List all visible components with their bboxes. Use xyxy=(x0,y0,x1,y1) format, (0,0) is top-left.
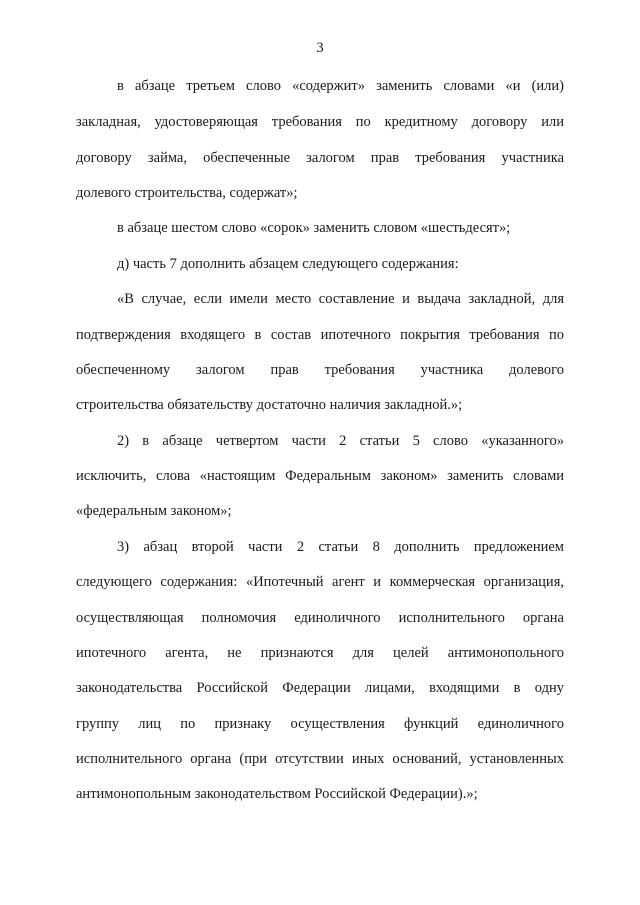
page-number: 3 xyxy=(316,40,324,56)
text-line: следующего содержания: «Ипотечный агент и коммерческая организация, xyxy=(76,574,564,590)
text-line: 2) в абзаце четвертом части 2 статьи 5 слово «указанного» xyxy=(117,433,564,449)
text-line: 3) абзац второй части 2 статьи 8 дополнить предложением xyxy=(117,539,564,555)
text-line: подтверждения входящего в состав ипотечного покрытия требования по xyxy=(76,327,564,343)
text-line: ипотечного агента, не признаются для целей антимонопольного xyxy=(76,645,564,661)
text-line: «В случае, если имели место составление и выдача закладной, для xyxy=(117,291,564,307)
text-line: группу лиц по признаку осуществления функций единоличного xyxy=(76,716,564,732)
text-line: законодательства Российской Федерации лицами, входящими в одну xyxy=(76,680,564,696)
text-line: в абзаце третьем слово «содержит» заменить словами «и (или) xyxy=(117,78,564,94)
text-line: «федеральным законом»; xyxy=(76,503,232,519)
text-line: долевого строительства, содержат»; xyxy=(76,185,298,201)
text-line: исключить, слова «настоящим Федеральным законом» заменить словами xyxy=(76,468,564,484)
text-line: антимонопольным законодательством Российской Федерации).»; xyxy=(76,786,478,802)
text-line: исполнительного органа (при отсутствии иных оснований, установленных xyxy=(76,751,564,767)
text-line: обеспеченному залогом прав требования участника долевого xyxy=(76,362,564,378)
text-line: осуществляющая полномочия единоличного исполнительного органа xyxy=(76,610,564,626)
text-line: в абзаце шестом слово «сорок» заменить словом «шестьдесят»; xyxy=(117,220,511,236)
text-line: д) часть 7 дополнить абзацем следующего содержания: xyxy=(117,256,459,272)
text-line: договору займа, обеспеченные залогом прав требования участника xyxy=(76,150,564,166)
text-line: строительства обязательству достаточно наличия закладной.»; xyxy=(76,397,463,413)
text-line: закладная, удостоверяющая требования по кредитному договору или xyxy=(76,114,564,130)
